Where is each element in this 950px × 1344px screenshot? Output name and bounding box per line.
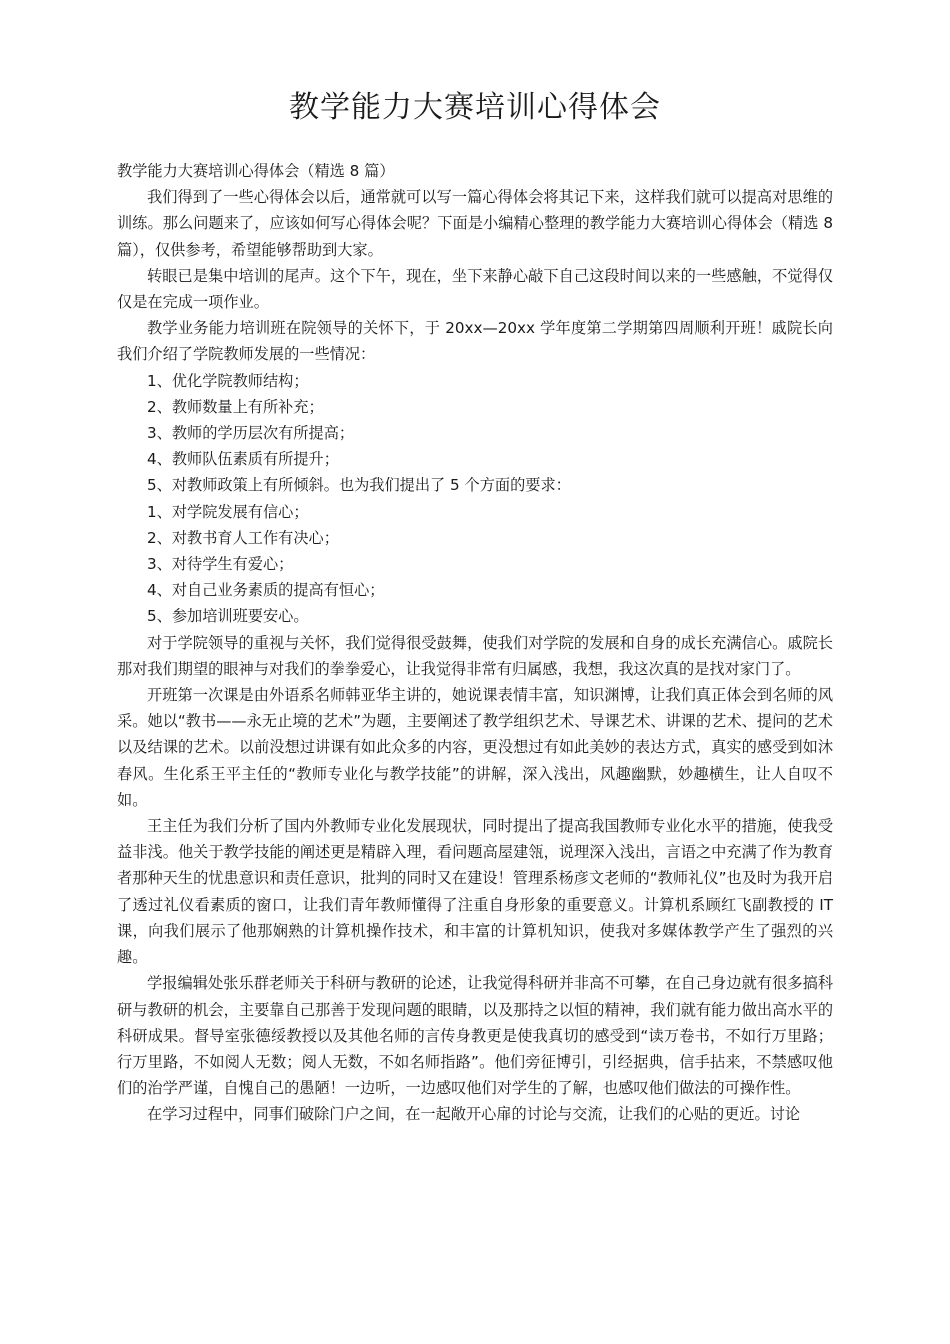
paragraph-research: 学报编辑处张乐群老师关于科研与教研的论述，让我觉得科研并非高不可攀，在自己身边就有很多搞科研与教研的机会，主要靠自己那善于发现问题的眼睛，以及那持之以恒的精神，我们就有能力做出高水平的科研成果。督导室张德绥教授以及其他名师的言传身教更是使我真切的感受到“读万卷书，不如行万里路；行万里路，不如阅人无数；阅人无数，不如名师指路”。他们旁征博引，引经据典，信手拈来，不禁感叹他们的治学严谨，自愧自己的愚陋！一边听，一边感叹他们对学生的了解，也感叹他们做法的可操作性。: [117, 974, 833, 1098]
document-subtitle: 教学能力大赛培训心得体会（精选 8 篇）: [117, 162, 395, 180]
list-item: 3、教师的学历层次有所提高；: [147, 424, 355, 443]
document-body: [117, 158, 833, 1128]
paragraph-discussion: 在学习过程中，同事们破除门户之间，在一起敞开心扉的讨论与交流，让我们的心贴的更近。讨论: [147, 1105, 801, 1124]
list-item: 3、对待学生有爱心；: [147, 555, 294, 574]
list-item: 4、对自己业务素质的提高有恒心；: [147, 581, 385, 600]
paragraph-first-class: 开班第一次课是由外语系名师韩亚华主讲的，她说课表情丰富，知识渊博，让我们真正体会到名师的风采。她以“教书——永无止境的艺术”为题，主要阐述了教学组织艺术、导课艺术、讲课的艺术、提问的艺术以及结课的艺术。以前没想过讲课有如此众多的内容，更没想过有如此美妙的表达方式，真实的感受到如沐春风。生化系王平主任的“教师专业化与教学技能”的讲解，深入浅出，风趣幽默，妙趣横生，让人自叹不如。: [117, 686, 833, 809]
paragraph-director-wang: 王主任为我们分析了国内外教师专业化发展现状，同时提出了提高我国教师专业化水平的措施，使我受益非浅。他关于教学技能的阐述更是精辟入理，看问题高屋建瓴，说理深入浅出，言语之中充满了作为教育者那种天生的忧患意识和责任意识，批判的同时又在建设！管理系杨彦文老师的“教师礼仪”也及时为我开启了透过礼仪看素质的窗口，让我们青年教师懂得了注重自身形象的重要意义。计算机系顾红飞副教授的 IT 课，向我们展示了他那娴熟的计算机操作技术，和丰富的计算机知识，使我对多媒体教学产生了强烈的兴趣。: [117, 817, 833, 967]
document-title: 教学能力大赛培训心得体会: [289, 90, 661, 125]
paragraph-class-opening: 教学业务能力培训班在院领导的关怀下，于 20xx—20xx 学年度第二学期第四周顺利开班！戚院长向我们介绍了学院教师发展的一些情况：: [117, 319, 833, 364]
list-item: 1、对学院发展有信心；: [147, 502, 309, 521]
paragraph-training-end: 转眼已是集中培训的尾声。这个下午，现在，坐下来静心敲下自己这段时间以来的一些感触，不觉得仅仅是在完成一项作业。: [117, 266, 833, 312]
list-item: 2、教师数量上有所补充；: [147, 397, 324, 416]
list-item: 1、优化学院教师结构；: [147, 371, 309, 390]
list-item: 2、对教书育人工作有决心；: [147, 528, 339, 547]
list-item: 5、对教师政策上有所倾斜。也为我们提出了 5 个方面的要求：: [147, 476, 571, 495]
paragraph-intro: 我们得到了一些心得体会以后，通常就可以写一篇心得体会将其记下来，这样我们就可以提高对思维的训练。那么问题来了，应该如何写心得体会呢？下面是小编精心整理的教学能力大赛培训心得体会（精选 8 篇），仅供参考，希望能够帮助到大家。: [117, 188, 833, 259]
list-item: 4、教师队伍素质有所提升；: [147, 450, 339, 469]
list-item: 5、参加培训班要安心。: [147, 607, 309, 626]
paragraph-leadership: 对于学院领导的重视与关怀，我们觉得很受鼓舞，使我们对学院的发展和自身的成长充满信心。戚院长那对我们期望的眼神与对我们的拳拳爱心，让我觉得非常有归属感，我想，我这次真的是找对家门了。: [117, 633, 833, 678]
